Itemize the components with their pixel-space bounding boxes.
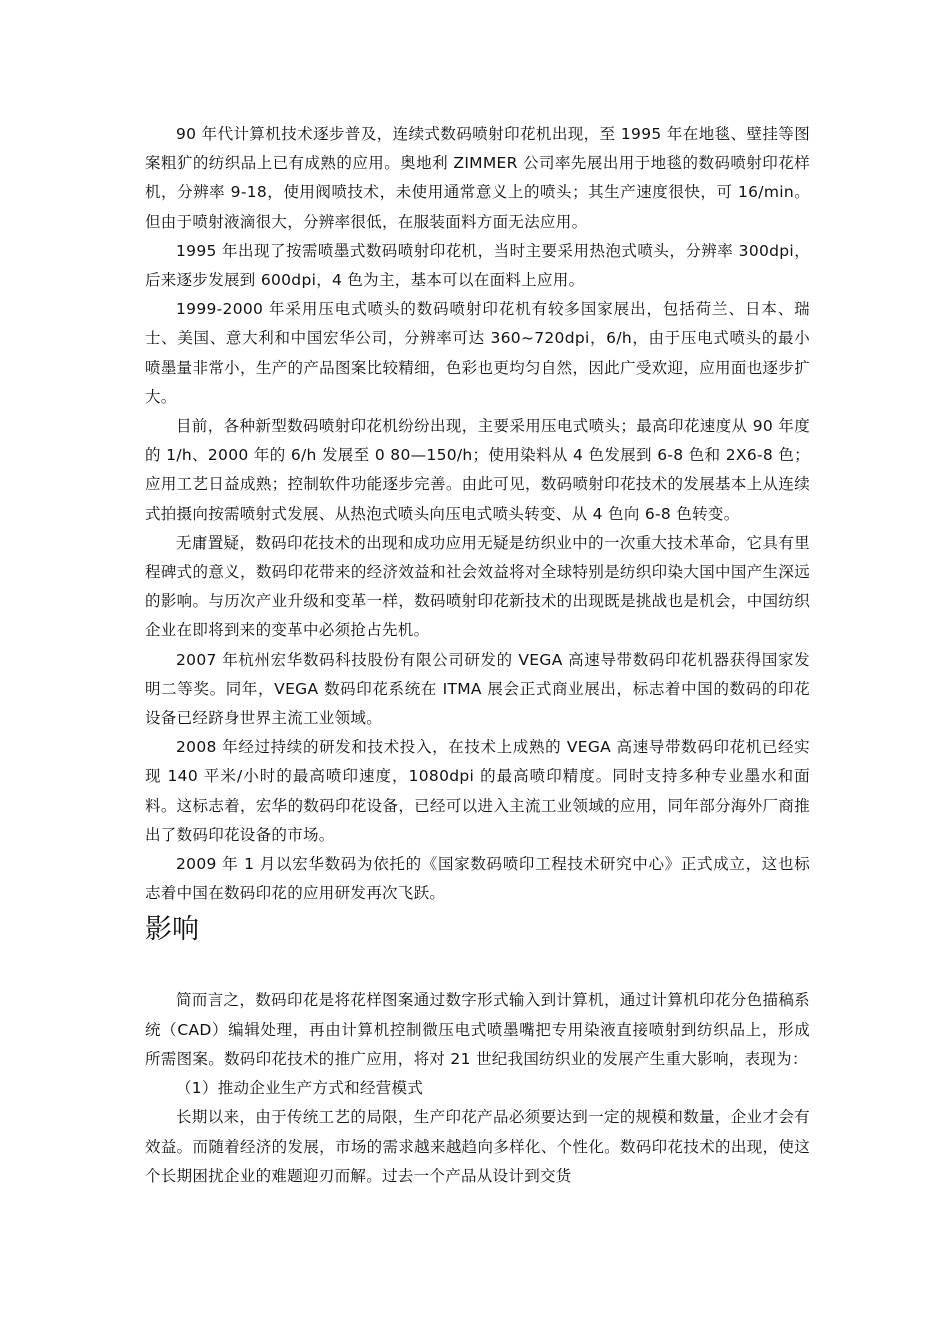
section-heading-impact: 影响	[145, 914, 199, 946]
paragraph-2007-vega: 2007 年杭州宏华数码科技股份有限公司研发的 VEGA 高速导带数码印花机器获得国家发明二等奖。同年，VEGA 数码印花系统在 ITMA 展会正式商业展出，标志着中国的数码的印花设备已经跻身世界主流工业领域。	[145, 650, 810, 728]
paragraph-significance: 无庸置疑，数码印花技术的出现和成功应用无疑是纺织业中的一次重大技术革命，它具有里程碑式的意义，数码印花带来的经济效益和社会效益将对全球特别是纺织印染大国中国产生深远的影响。与历次产业升级和变革一样，数码喷射印花新技术的出现既是挑战也是机会，中国纺织企业在即将到来的变革中必须抢占先机。	[145, 533, 810, 640]
paragraph-2008-vega: 2008 年经过持续的研发和技术投入，在技术上成熟的 VEGA 高速导带数码印花机已经实现 140 平米/小时的最高喷印速度，1080dpi 的最高喷印精度。同时支持多种专业墨水和面料。这标志着，宏华的数码印花设备，已经可以进入主流工业领域的应用，同年部分海外厂商推出了数码印花设备的市场。	[145, 738, 810, 844]
paragraph-2009-center: 2009 年 1 月以宏华数码为依托的《国家数码喷印工程技术研究中心》正式成立，这也标志着中国在数码印花的应用研发再次飞跃。	[145, 855, 810, 903]
subheading-production-mode: （1）推动企业生产方式和经营模式	[176, 1079, 424, 1098]
paragraph-90s-continuous-inkjet: 90 年代计算机技术逐步普及，连续式数码喷射印花机出现，至 1995 年在地毯、壁挂等图案粗犷的纺织品上已有成熟的应用。奥地利 ZIMMER 公司率先展出用于地毯的数码喷射印花样机，分辨率 9-18，使用阀喷技术，未使用通常意义上的喷头；其生产速度很快，可 16/min。但由于喷射液滴很大，分辨率很低，在服装面料方面无法应用。	[145, 125, 810, 231]
paragraph-summary: 简而言之，数码印花是将花样图案通过数字形式输入到计算机，通过计算机印花分色描稿系统（CAD）编辑处理，再由计算机控制微压电式喷墨嘴把专用染液直接喷射到纺织品上，形成所需图案。数码印花技术的推广应用，将对 21 世纪我国纺织业的发展产生重大影响，表现为：	[145, 991, 810, 1068]
document-body	[145, 120, 810, 1191]
paragraph-production-mode: 长期以来，由于传统工艺的局限，生产印花产品必须要达到一定的规模和数量，企业才会有效益。而随着经济的发展，市场的需求越来越趋向多样化、个性化。数码印花技术的出现，使这个长期困扰企业的难题迎刃而解。过去一个产品从设计到交货	[145, 1108, 810, 1185]
paragraph-1995-thermal-bubble: 1995 年出现了按需喷墨式数码喷射印花机，当时主要采用热泡式喷头，分辨率 300dpi，后来逐步发展到 600dpi，4 色为主，基本可以在面料上应用。	[145, 241, 810, 290]
paragraph-current-status: 目前，各种新型数码喷射印花机纷纷出现，主要采用压电式喷头；最高印花速度从 90 年度的 1/h、2000 年的 6/h 发展至 0 80—150/h；使用染料从 4 色发展到 6-8 色和 2X6-8 色；应用工艺日益成熟；控制软件功能逐步完善。由此可见，数码喷射印花技术的发展基本上从连续式拍摄向按需喷射式发展、从热泡式喷头向压电式喷头转变、从 4 色向 6-8 色转变。	[145, 417, 810, 523]
paragraph-1999-piezo: 1999-2000 年采用压电式喷头的数码喷射印花机有较多国家展出，包括荷兰、日本、瑞士、美国、意大利和中国宏华公司，分辨率可达 360~720dpi，6/h，由于压电式喷头的最小喷墨量非常小，生产的产品图案比较精细，色彩也更均匀自然，因此广受欢迎，应用面也逐步扩大。	[145, 300, 810, 406]
